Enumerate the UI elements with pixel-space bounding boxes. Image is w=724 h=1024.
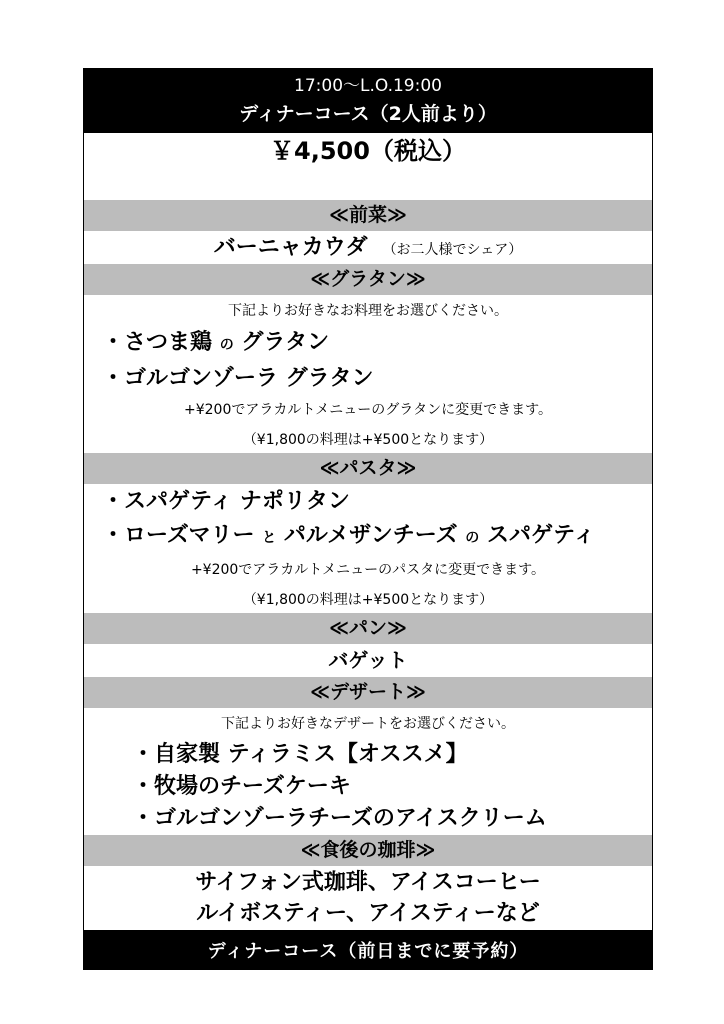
section-heading-bread: ≪パン≫ xyxy=(84,613,652,644)
gratin-upgrade-note: +¥200でアラカルトメニューのグラタンに変更できます。 xyxy=(184,402,552,418)
pasta-item-rosemary-a: ・ローズマリー xyxy=(102,523,255,548)
appetizer-share-note: （お二人様でシェア） xyxy=(382,242,523,258)
section-heading-drink: ≪食後の珈琲≫ xyxy=(84,835,652,866)
course-title: ディナーコース（2人前より） xyxy=(239,103,497,125)
dessert-section xyxy=(84,708,652,835)
reservation-footer: ディナーコース（前日までに要予約） xyxy=(84,930,652,969)
pasta-section xyxy=(84,484,652,613)
pasta-item-napolitan: ・スパゲティ ナポリタン xyxy=(102,489,350,514)
joiner-no: の xyxy=(465,530,480,546)
gratin-item-satsuma xyxy=(84,326,652,362)
course-price: ￥4,500（税込） xyxy=(270,137,466,165)
dessert-instruction: 下記よりお好きなデザートをお選びください。 xyxy=(221,716,515,732)
drink-line-1: サイフォン式珈琲、アイスコーヒー xyxy=(195,870,541,895)
appetizer-item: バーニャカウダ xyxy=(213,235,368,260)
pasta-item-rosemary xyxy=(84,519,652,555)
pasta-item-rosemary-b: パルメザンチーズ xyxy=(283,523,458,548)
gratin-section xyxy=(84,295,652,453)
section-heading-appetizer: ≪前菜≫ xyxy=(84,200,652,231)
dinner-menu xyxy=(83,68,653,970)
gratin-instruction: 下記よりお好きなお料理をお選びください。 xyxy=(228,303,508,319)
dessert-item: ・自家製 ティラミス【オススメ】 xyxy=(132,742,468,767)
pasta-price-note: （¥1,800の料理は+¥500となります） xyxy=(242,592,494,608)
section-heading-gratin: ≪グラタン≫ xyxy=(84,264,652,295)
pasta-upgrade-note: +¥200でアラカルトメニューのパスタに変更できます。 xyxy=(190,562,546,578)
joiner-no: の xyxy=(219,337,234,353)
drink-line-2: ルイボスティー、アイスティーなど xyxy=(196,901,540,926)
gratin-item-satsuma-name: さつま鶏 xyxy=(124,330,213,355)
appetizer-row xyxy=(84,231,652,264)
gratin-price-note: （¥1,800の料理は+¥500となります） xyxy=(242,432,494,448)
dessert-item: ・ゴルゴンゾーラチーズのアイスクリーム xyxy=(132,806,547,831)
menu-header xyxy=(84,69,652,133)
dessert-item: ・牧場のチーズケーキ xyxy=(132,774,351,799)
price-row xyxy=(84,133,652,200)
gratin-item-satsuma-dish: グラタン xyxy=(241,330,330,355)
section-heading-pasta: ≪パスタ≫ xyxy=(84,453,652,484)
drink-section xyxy=(84,866,652,930)
bread-item: バゲット xyxy=(328,648,408,672)
service-hours: 17:00～L.O.19:00 xyxy=(294,76,442,96)
pasta-item-rosemary-c: スパゲティ xyxy=(486,523,596,548)
joiner-to: と xyxy=(262,530,277,546)
section-heading-dessert: ≪デザート≫ xyxy=(84,677,652,708)
bullet: ・ xyxy=(102,330,125,355)
gratin-item-gorgonzola: ・ゴルゴンゾーラ グラタン xyxy=(102,366,374,391)
